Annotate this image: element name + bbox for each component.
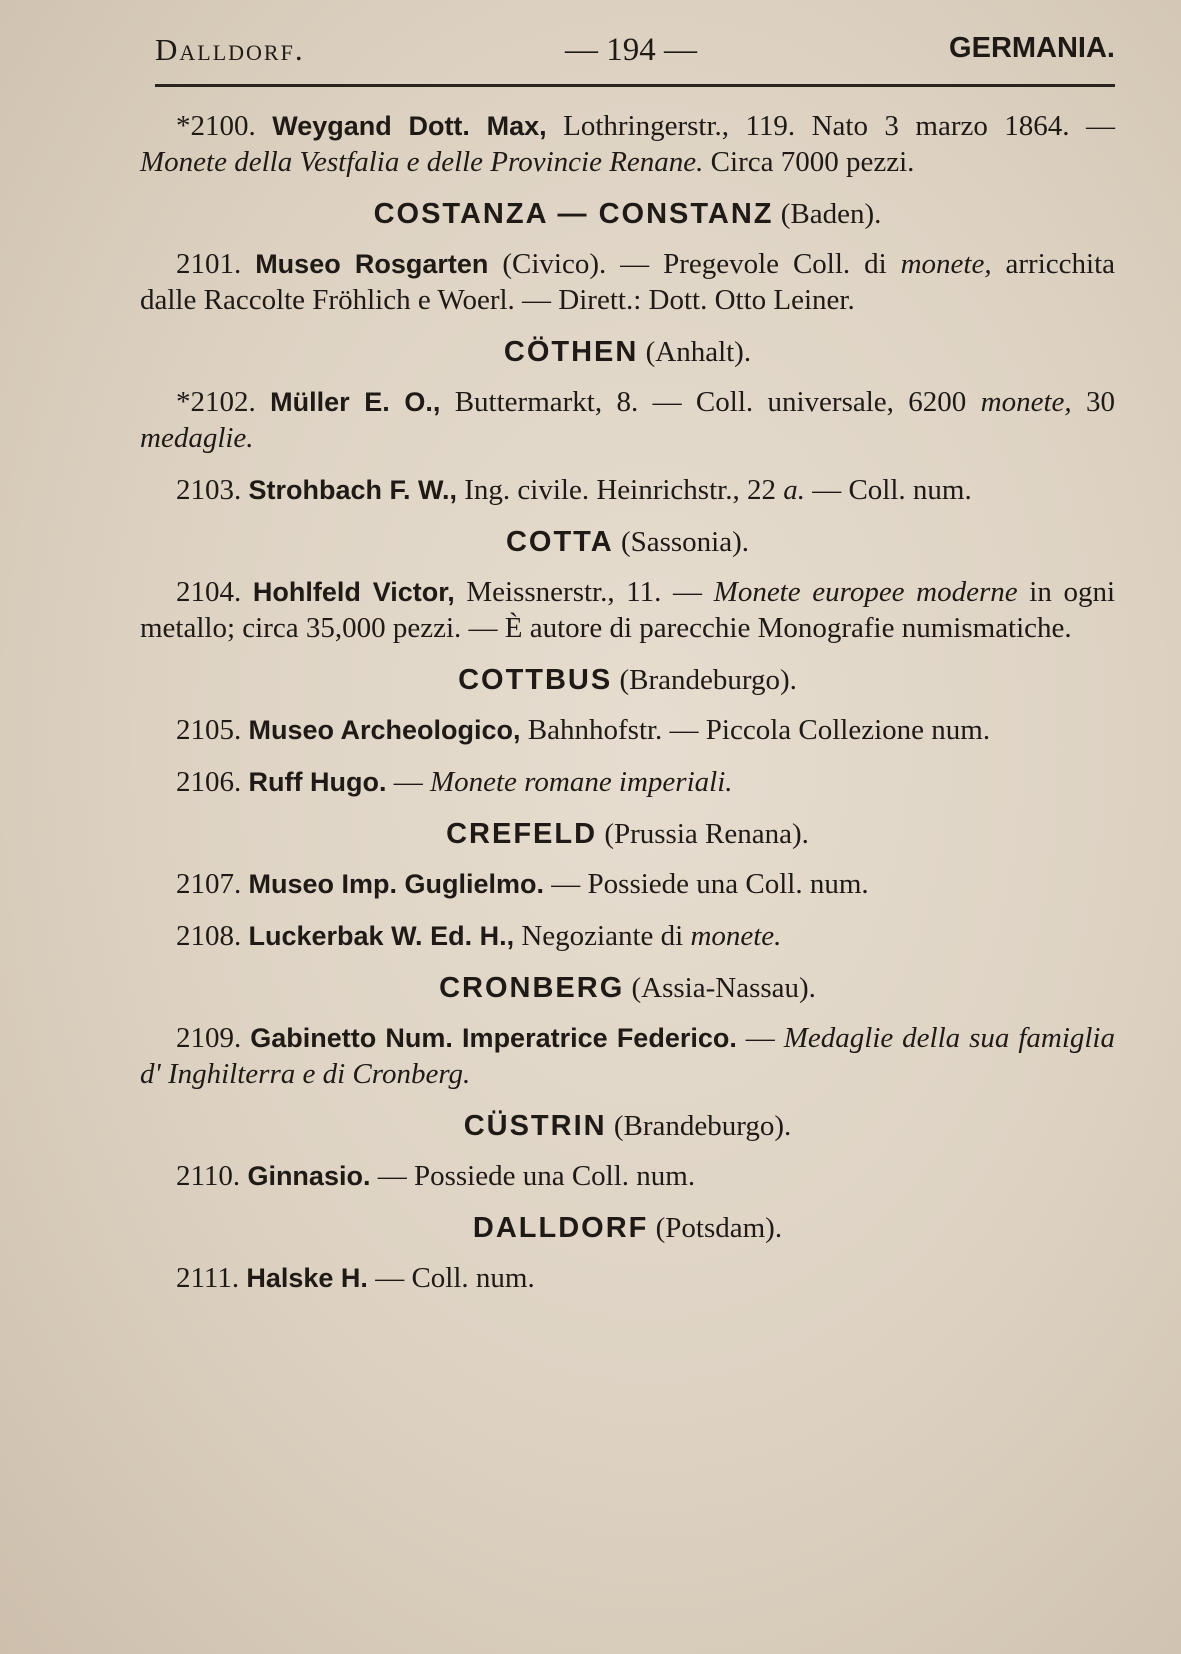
city-heading <box>140 662 1115 698</box>
entry <box>140 764 1115 800</box>
entry <box>140 918 1115 954</box>
entry-tail: 30 <box>1071 386 1115 418</box>
entry-tail: — Coll. num. <box>804 474 972 506</box>
entry-italic: a. <box>783 474 805 506</box>
entry-italic: Monete romane imperiali. <box>429 766 733 798</box>
entry-number: 2103. <box>176 474 242 506</box>
region-name: (Assia-Nassau). <box>624 972 816 1004</box>
city-name: CÜSTRIN <box>463 1110 607 1142</box>
region-name: (Sassonia). <box>613 526 750 558</box>
entry-italic: monete, <box>980 386 1072 418</box>
entry-number: 2107. <box>176 868 242 900</box>
entry-name: Halske H. <box>246 1263 368 1293</box>
entry-name: Museo Archeologico, <box>248 715 521 745</box>
entry <box>140 108 1115 180</box>
entry-text: Lothringerstr., 119. Nato 3 marzo 1864. — <box>546 110 1116 142</box>
city-name: COTTA <box>505 526 614 558</box>
city-name: CRONBERG <box>439 972 625 1004</box>
entry-name: Luckerbak W. Ed. H., <box>248 921 515 951</box>
entry-text: — Possiede una Coll. num. <box>544 868 869 900</box>
entry <box>140 866 1115 902</box>
entry <box>140 712 1115 748</box>
region-name: (Brandeburgo). <box>612 664 797 696</box>
entry-text: — <box>736 1022 784 1054</box>
entry-text: — <box>386 766 430 798</box>
entry-number: 2105. <box>176 714 242 746</box>
entry-tail: arricchita dalle Raccolte Fröhlich e Woerl. — Dirett.: Dott. Otto Leiner. <box>140 248 1115 316</box>
entry-text: Meissnerstr., 11. — <box>454 576 714 608</box>
entry-name: Ruff Hugo. <box>248 767 387 797</box>
entry-number: *2102. <box>176 386 256 418</box>
entry-italic: Monete della Vestfalia e delle Provincie Renane. <box>140 146 704 178</box>
entry-name: Museo Rosgarten <box>255 249 489 279</box>
region-name: (Potsdam). <box>648 1212 783 1244</box>
city-name: COSTANZA — CONSTANZ <box>373 198 774 230</box>
entry-number: 2111. <box>176 1262 240 1294</box>
city-name: CREFELD <box>446 818 598 850</box>
entry-number: 2108. <box>176 920 242 952</box>
entry-text: Negoziante di <box>514 920 691 952</box>
page-number: — 194 — <box>565 32 697 68</box>
entry-name: Ginnasio. <box>247 1161 371 1191</box>
entry <box>140 574 1115 646</box>
region-name: (Brandeburgo). <box>606 1110 792 1142</box>
header-rule <box>155 84 1115 87</box>
city-heading <box>140 196 1115 232</box>
city-heading <box>140 1210 1115 1246</box>
entry-name: Müller E. O., <box>270 387 441 417</box>
entry-number: 2101. <box>176 248 242 280</box>
entry-name: Strohbach F. W., <box>248 475 458 505</box>
entry-name: Hohlfeld Victor, <box>252 577 455 607</box>
entry-number: 2109. <box>176 1022 242 1054</box>
entry-name: Weygand Dott. Max, <box>272 111 547 141</box>
entry-italic-2: medaglie. <box>140 422 254 454</box>
header-right: GERMANIA. <box>949 32 1115 64</box>
entry-name: Museo Imp. Guglielmo. <box>248 869 545 899</box>
header-left: Dalldorf. <box>155 32 305 67</box>
entry-italic: Monete europee moderne <box>713 576 1018 608</box>
region-name: (Anhalt). <box>638 336 752 368</box>
entry-number: *2100. <box>176 110 256 142</box>
entry-tail: Circa 7000 pezzi. <box>703 146 915 178</box>
region-name: (Baden). <box>773 198 882 230</box>
entry-name: Gabinetto Num. Imperatrice Federico. <box>250 1023 737 1053</box>
entry-text: Ing. civile. Heinrichstr., 22 <box>457 474 784 506</box>
city-heading <box>140 970 1115 1006</box>
entry-number: 2110. <box>176 1160 241 1192</box>
city-name: CÖTHEN <box>503 336 639 368</box>
entry-text: (Civico). — Pregevole Coll. di <box>488 248 901 280</box>
entry <box>140 246 1115 318</box>
running-header <box>155 32 1115 82</box>
entry-text: Bahnhofstr. — Piccola Collezione num. <box>520 714 991 746</box>
page-body <box>140 108 1115 1312</box>
region-name: (Prussia Renana). <box>597 818 809 850</box>
city-heading <box>140 334 1115 370</box>
entry-text: Buttermarkt, 8. — Coll. universale, 6200 <box>440 386 981 418</box>
city-heading <box>140 816 1115 852</box>
entry-text: — Coll. num. <box>367 1262 535 1294</box>
city-name: DALLDORF <box>472 1212 649 1244</box>
entry-number: 2104. <box>176 576 242 608</box>
entry <box>140 1260 1115 1296</box>
entry-text: — Possiede una Coll. num. <box>370 1160 696 1192</box>
entry-italic: monete. <box>690 920 782 952</box>
entry-tail: in ogni metallo; circa 35,000 pezzi. — È autore di parecchie Monografie numismatiche. <box>140 576 1116 644</box>
city-name: COTTBUS <box>458 664 613 696</box>
entry-italic: Medaglie della sua famiglia d' Inghilterra e di Cronberg. <box>140 1022 1115 1090</box>
entry-number: 2106. <box>176 766 242 798</box>
city-heading <box>140 524 1115 560</box>
entry <box>140 384 1115 456</box>
entry <box>140 472 1115 508</box>
city-heading <box>140 1108 1115 1144</box>
entry-italic: monete, <box>900 248 992 280</box>
entry <box>140 1158 1115 1194</box>
entry <box>140 1020 1115 1092</box>
